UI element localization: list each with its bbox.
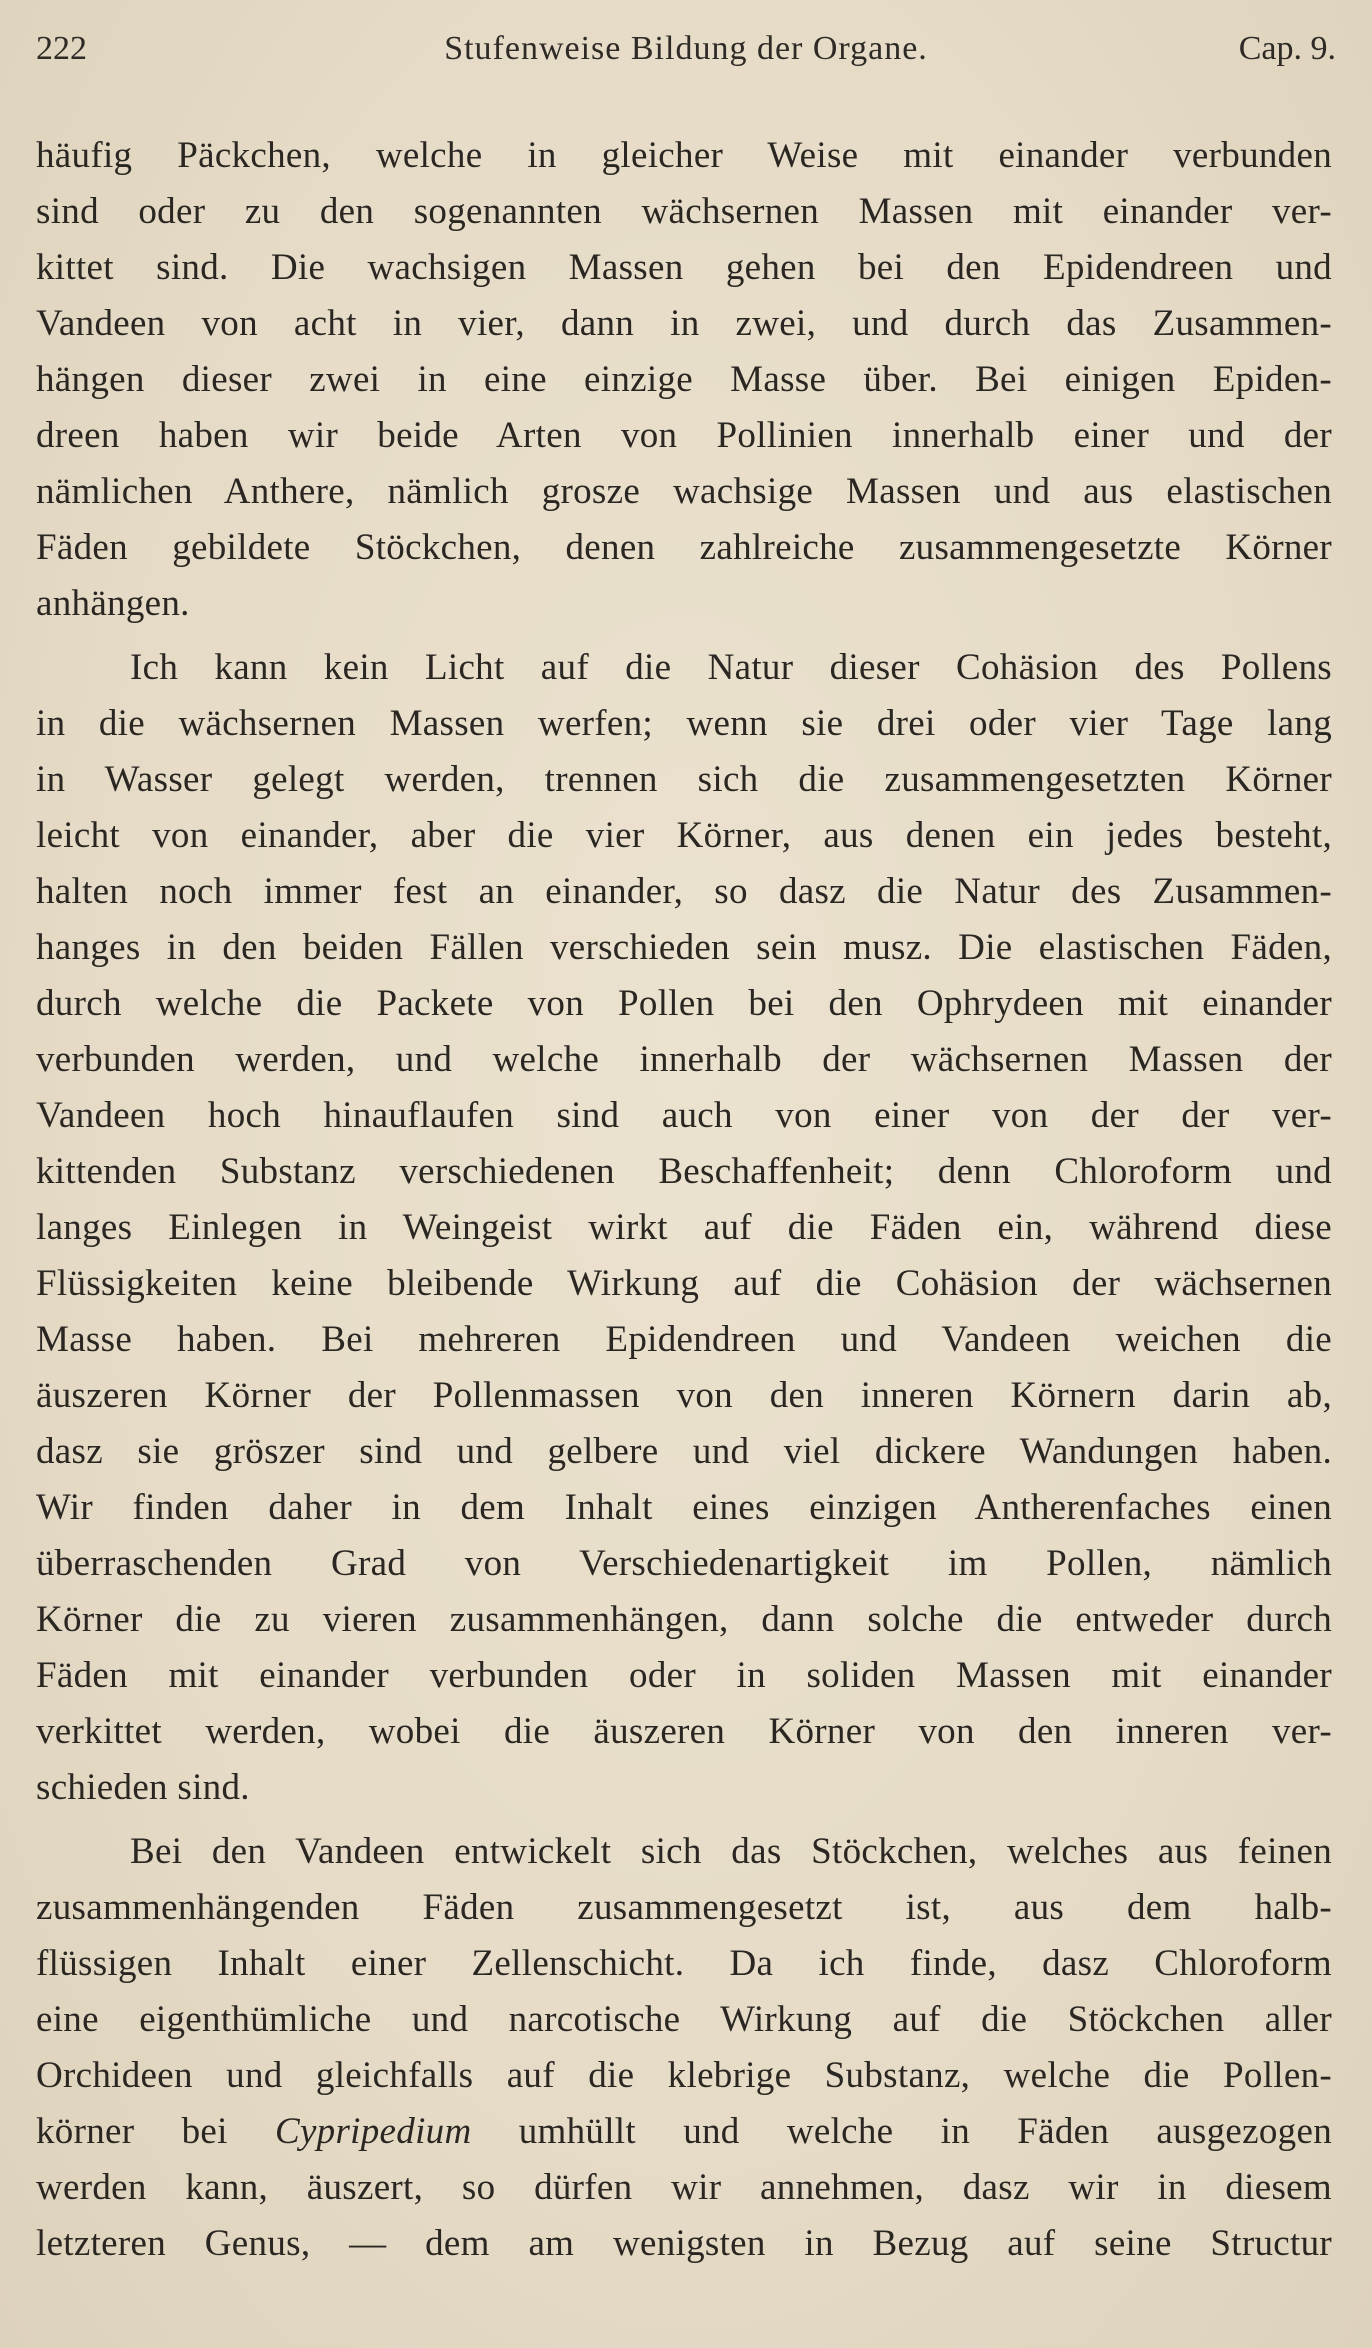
text-line: halten noch immer fest an einander, so dasz die Natur des Zusammen- xyxy=(36,871,1332,912)
text-line: Körner die zu vieren zusammenhängen, dann solche die entweder durch xyxy=(36,1599,1332,1640)
text-line: letzteren Genus, — dem am wenigsten in Bezug auf seine Structur xyxy=(36,2223,1332,2264)
text-line: nämlichen Anthere, nämlich grosze wachsige Massen und aus elastischen xyxy=(36,471,1332,512)
body-text xyxy=(36,128,1332,2272)
text-line: Ich kann kein Licht auf die Natur dieser Cohäsion des Pollens xyxy=(130,647,1332,688)
text-line: sind oder zu den sogenannten wächsernen Massen mit einander ver- xyxy=(36,191,1332,232)
page-number: 222 xyxy=(36,30,87,67)
text-line: durch welche die Packete von Pollen bei den Ophrydeen mit einander xyxy=(36,983,1332,1024)
page-header xyxy=(36,30,1336,80)
text-line: häufig Päckchen, welche in gleicher Weise mit einander verbunden xyxy=(36,135,1332,176)
text-line: verkittet werden, wobei die äuszeren Körner von den inneren ver- xyxy=(36,1711,1332,1752)
text-line: Vandeen hoch hinauflaufen sind auch von einer von der der ver- xyxy=(36,1095,1332,1136)
text-line: Fäden mit einander verbunden oder in soliden Massen mit einander xyxy=(36,1655,1332,1696)
text-line: werden kann, äuszert, so dürfen wir annehmen, dasz wir in diesem xyxy=(36,2167,1332,2208)
text-line: dasz sie gröszer sind und gelbere und viel dickere Wandungen haben. xyxy=(36,1431,1332,1472)
text-line: verbunden werden, und welche innerhalb der wächsernen Massen der xyxy=(36,1039,1332,1080)
text-line: Masse haben. Bei mehreren Epidendreen und Vandeen weichen die xyxy=(36,1319,1332,1360)
text-line: flüssigen Inhalt einer Zellenschicht. Da ich finde, dasz Chloroform xyxy=(36,1943,1332,1984)
text-line: leicht von einander, aber die vier Körner, aus denen ein jedes besteht, xyxy=(36,815,1332,856)
text-line: zusammenhängenden Fäden zusammengesetzt ist, aus dem halb- xyxy=(36,1887,1332,1928)
text-line: schieden sind. xyxy=(36,1767,250,1808)
text-line: in die wächsernen Massen werfen; wenn sie drei oder vier Tage lang xyxy=(36,703,1332,744)
text-line: dreen haben wir beide Arten von Pollinien innerhalb einer und der xyxy=(36,415,1332,456)
text-line: langes Einlegen in Weingeist wirkt auf die Fäden ein, während diese xyxy=(36,1207,1332,1248)
text-line: eine eigenthümliche und narcotische Wirkung auf die Stöckchen aller xyxy=(36,1999,1332,2040)
line-segment: umhüllt und welche in Fäden ausgezogen xyxy=(518,2111,1332,2152)
genus-name-italic: Cypripedium xyxy=(274,2111,472,2152)
text-line: Fäden gebildete Stöckchen, denen zahlreiche zusammengesetzte Körner xyxy=(36,527,1332,568)
text-line: äuszeren Körner der Pollenmassen von den inneren Körnern darin ab, xyxy=(36,1375,1332,1416)
text-line: in Wasser gelegt werden, trennen sich die zusammengesetzten Körner xyxy=(36,759,1332,800)
text-line: Wir finden daher in dem Inhalt eines einzigen Antherenfaches einen xyxy=(36,1487,1332,1528)
text-line: Bei den Vandeen entwickelt sich das Stöckchen, welches aus feinen xyxy=(130,1831,1332,1872)
text-line: Orchideen und gleichfalls auf die klebrige Substanz, welche die Pollen- xyxy=(36,2055,1332,2096)
line-segment: körner bei xyxy=(36,2111,228,2152)
text-line: Vandeen von acht in vier, dann in zwei, und durch das Zusammen- xyxy=(36,303,1332,344)
text-line: Flüssigkeiten keine bleibende Wirkung auf die Cohäsion der wächsernen xyxy=(36,1263,1332,1304)
running-title: Stufenweise Bildung der Organe. xyxy=(444,30,928,67)
text-line: kittenden Substanz verschiedenen Beschaffenheit; denn Chloroform und xyxy=(36,1151,1332,1192)
text-line: hängen dieser zwei in eine einzige Masse über. Bei einigen Epiden- xyxy=(36,359,1332,400)
text-line: überraschenden Grad von Verschiedenartigkeit im Pollen, nämlich xyxy=(36,1543,1332,1584)
text-line: anhängen. xyxy=(36,583,190,624)
text-line: hanges in den beiden Fällen verschieden sein musz. Die elastischen Fäden, xyxy=(36,927,1332,968)
chapter-label: Cap. 9. xyxy=(1238,30,1336,67)
text-line xyxy=(36,2104,1332,2160)
text-line: kittet sind. Die wachsigen Massen gehen bei den Epidendreen und xyxy=(36,247,1332,288)
